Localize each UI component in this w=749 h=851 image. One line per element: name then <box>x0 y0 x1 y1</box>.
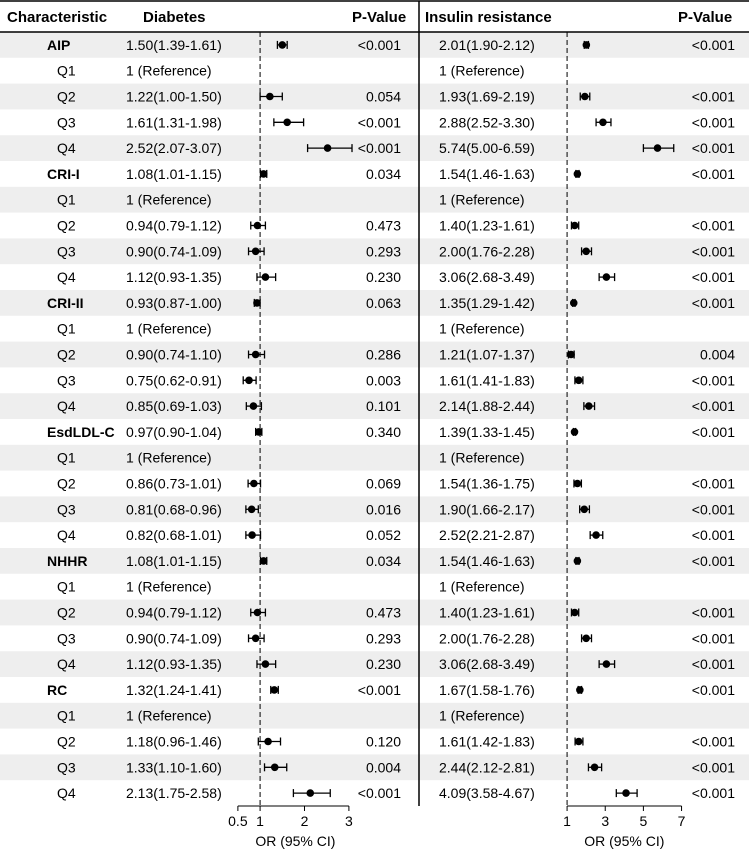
insulin-resistance-or-ci: 1.61(1.42-1.83) <box>439 733 535 750</box>
diabetes-p-value: 0.293 <box>365 243 401 260</box>
diabetes-p-value: 0.016 <box>365 501 401 518</box>
insulin-resistance-point-estimate <box>575 377 583 385</box>
diabetes-or-ci: 0.90(0.74-1.09) <box>126 243 222 260</box>
diabetes-p-value: 0.034 <box>365 165 401 182</box>
diabetes-point-estimate <box>283 119 291 127</box>
row-label-q4: Q4 <box>57 785 76 802</box>
diabetes-p-value: 0.004 <box>365 759 401 776</box>
row-label-q2: Q2 <box>57 604 76 621</box>
row-label-q1: Q1 <box>57 320 76 337</box>
insulin-resistance-tick-label: 5 <box>639 813 648 829</box>
diabetes-p-value: 0.034 <box>365 552 401 569</box>
insulin-resistance-point-estimate <box>571 222 579 230</box>
insulin-resistance-point-estimate <box>583 41 591 49</box>
header-characteristic: Characteristic <box>7 9 108 26</box>
diabetes-or-ci: 1.22(1.00-1.50) <box>126 88 222 105</box>
insulin-resistance-point-estimate <box>599 119 607 127</box>
diabetes-or-ci: 0.75(0.62-0.91) <box>126 372 222 389</box>
insulin-resistance-or-ci: 1.21(1.07-1.37) <box>439 346 535 363</box>
insulin-resistance-point-estimate <box>571 609 579 617</box>
diabetes-or-ci: 0.90(0.74-1.09) <box>126 630 222 647</box>
diabetes-p-value: 0.063 <box>365 294 401 311</box>
row-label-q2: Q2 <box>57 217 76 234</box>
diabetes-or-ci: 1 (Reference) <box>126 320 212 337</box>
diabetes-point-estimate <box>255 428 263 436</box>
row-label-cri-i: CRI-I <box>47 165 80 182</box>
row-label-q3: Q3 <box>57 630 76 647</box>
insulin-resistance-point-estimate <box>654 144 662 152</box>
insulin-resistance-or-ci: 2.88(2.52-3.30) <box>439 114 535 131</box>
row-label-q1: Q1 <box>57 62 76 79</box>
insulin-resistance-or-ci: 2.52(2.21-2.87) <box>439 527 535 544</box>
diabetes-p-value: 0.473 <box>365 217 401 234</box>
insulin-resistance-tick-label: 1 <box>563 813 571 829</box>
x-axes <box>228 806 686 849</box>
insulin-resistance-p-value: <0.001 <box>691 785 735 802</box>
row-label-nhhr: NHHR <box>47 552 88 569</box>
diabetes-tick-label: 2 <box>300 813 309 829</box>
diabetes-or-ci: 1 (Reference) <box>126 62 212 79</box>
insulin-resistance-axis-title: OR (95% CI) <box>584 833 665 849</box>
diabetes-point-estimate <box>260 170 268 178</box>
row-label-q4: Q4 <box>57 656 76 673</box>
insulin-resistance-point-estimate <box>574 480 582 488</box>
insulin-resistance-or-ci: 1.40(1.23-1.61) <box>439 604 535 621</box>
insulin-resistance-point-estimate <box>591 764 599 772</box>
insulin-resistance-or-ci: 1.93(1.69-2.19) <box>439 88 535 105</box>
insulin-resistance-point-estimate <box>603 660 611 668</box>
diabetes-point-estimate <box>266 93 274 101</box>
diabetes-or-ci: 1.12(0.93-1.35) <box>126 656 222 673</box>
insulin-resistance-point-estimate <box>580 506 588 514</box>
insulin-resistance-or-ci: 1.40(1.23-1.61) <box>439 217 535 234</box>
header-right-pvalue: P-Value <box>678 9 733 26</box>
header-insulin-resistance: Insulin resistance <box>425 9 552 26</box>
insulin-resistance-p-value: <0.001 <box>691 733 735 750</box>
diabetes-or-ci: 1 (Reference) <box>126 578 212 595</box>
column-headers <box>7 9 732 26</box>
diabetes-tick-label: 1 <box>256 813 264 829</box>
insulin-resistance-tick-label: 3 <box>601 813 610 829</box>
diabetes-point-estimate <box>306 789 314 797</box>
diabetes-p-value: <0.001 <box>357 114 401 131</box>
insulin-resistance-or-ci: 2.00(1.76-2.28) <box>439 630 535 647</box>
insulin-resistance-p-value: <0.001 <box>691 604 735 621</box>
insulin-resistance-p-value: <0.001 <box>691 630 735 647</box>
insulin-resistance-p-value: <0.001 <box>691 243 735 260</box>
diabetes-or-ci: 1.50(1.39-1.61) <box>126 36 222 53</box>
insulin-resistance-or-ci: 4.09(3.58-4.67) <box>439 785 535 802</box>
insulin-resistance-p-value: <0.001 <box>691 36 735 53</box>
diabetes-p-value: <0.001 <box>357 140 401 157</box>
row-label-esdldl-c: EsdLDL-C <box>47 423 115 440</box>
diabetes-or-ci: 1 (Reference) <box>126 191 212 208</box>
insulin-resistance-or-ci: 1 (Reference) <box>439 449 525 466</box>
insulin-resistance-or-ci: 5.74(5.00-6.59) <box>439 140 535 157</box>
diabetes-or-ci: 1.33(1.10-1.60) <box>126 759 222 776</box>
insulin-resistance-p-value: <0.001 <box>691 552 735 569</box>
insulin-resistance-p-value: <0.001 <box>691 527 735 544</box>
insulin-resistance-or-ci: 1 (Reference) <box>439 62 525 79</box>
row-label-q3: Q3 <box>57 372 76 389</box>
diabetes-or-ci: 2.13(1.75-2.58) <box>126 785 222 802</box>
insulin-resistance-point-estimate <box>575 738 583 746</box>
insulin-resistance-p-value: <0.001 <box>691 398 735 415</box>
insulin-resistance-p-value: 0.004 <box>699 346 735 363</box>
insulin-resistance-p-value: <0.001 <box>691 269 735 286</box>
row-label-aip: AIP <box>47 36 71 53</box>
diabetes-p-value: 0.120 <box>365 733 401 750</box>
row-label-q1: Q1 <box>57 449 76 466</box>
diabetes-point-estimate <box>248 506 256 514</box>
insulin-resistance-or-ci: 1.54(1.36-1.75) <box>439 475 535 492</box>
insulin-resistance-point-estimate <box>567 351 575 359</box>
insulin-resistance-or-ci: 2.14(1.88-2.44) <box>439 398 535 415</box>
diabetes-p-value: 0.003 <box>365 372 401 389</box>
row-label-q4: Q4 <box>57 398 76 415</box>
insulin-resistance-point-estimate <box>574 557 582 565</box>
row-label-q2: Q2 <box>57 88 76 105</box>
diabetes-or-ci: 1 (Reference) <box>126 707 212 724</box>
diabetes-point-estimate <box>250 480 258 488</box>
header-left-pvalue: P-Value <box>352 9 407 26</box>
diabetes-or-ci: 0.86(0.73-1.01) <box>126 475 222 492</box>
diabetes-or-ci: 1 (Reference) <box>126 449 212 466</box>
insulin-resistance-point-estimate <box>603 273 611 281</box>
diabetes-or-ci: 0.81(0.68-0.96) <box>126 501 222 518</box>
insulin-resistance-p-value: <0.001 <box>691 501 735 518</box>
diabetes-p-value: 0.473 <box>365 604 401 621</box>
insulin-resistance-or-ci: 1.54(1.46-1.63) <box>439 552 535 569</box>
insulin-resistance-point-estimate <box>592 531 600 539</box>
diabetes-or-ci: 1.08(1.01-1.15) <box>126 552 222 569</box>
diabetes-point-estimate <box>245 377 253 385</box>
row-label-q1: Q1 <box>57 578 76 595</box>
insulin-resistance-p-value: <0.001 <box>691 165 735 182</box>
row-label-q4: Q4 <box>57 527 76 544</box>
diabetes-point-estimate <box>270 686 278 694</box>
row-label-q3: Q3 <box>57 114 76 131</box>
diabetes-p-value: <0.001 <box>357 36 401 53</box>
insulin-resistance-or-ci: 1.61(1.41-1.83) <box>439 372 535 389</box>
diabetes-point-estimate <box>278 41 286 49</box>
diabetes-point-estimate <box>254 222 262 230</box>
insulin-resistance-p-value: <0.001 <box>691 294 735 311</box>
insulin-resistance-p-value: <0.001 <box>691 656 735 673</box>
row-label-q4: Q4 <box>57 269 76 286</box>
insulin-resistance-or-ci: 1.54(1.46-1.63) <box>439 165 535 182</box>
header-diabetes: Diabetes <box>143 9 206 26</box>
diabetes-or-ci: 0.94(0.79-1.12) <box>126 604 222 621</box>
insulin-resistance-or-ci: 3.06(2.68-3.49) <box>439 656 535 673</box>
diabetes-or-ci: 0.85(0.69-1.03) <box>126 398 222 415</box>
diabetes-or-ci: 1.08(1.01-1.15) <box>126 165 222 182</box>
diabetes-point-estimate <box>250 402 258 410</box>
insulin-resistance-p-value: <0.001 <box>691 217 735 234</box>
diabetes-point-estimate <box>252 635 260 643</box>
row-label-q1: Q1 <box>57 707 76 724</box>
diabetes-p-value: 0.052 <box>365 527 401 544</box>
row-band <box>0 703 749 729</box>
insulin-resistance-point-estimate <box>571 428 579 436</box>
diabetes-axis-title: OR (95% CI) <box>255 833 336 849</box>
diabetes-p-value: 0.230 <box>365 269 401 286</box>
insulin-resistance-p-value: <0.001 <box>691 372 735 389</box>
row-band <box>0 187 749 213</box>
diabetes-point-estimate <box>264 738 272 746</box>
insulin-resistance-p-value: <0.001 <box>691 114 735 131</box>
insulin-resistance-p-value: <0.001 <box>691 88 735 105</box>
row-label-q3: Q3 <box>57 759 76 776</box>
row-label-q2: Q2 <box>57 733 76 750</box>
diabetes-tick-label: 0.5 <box>228 813 248 829</box>
insulin-resistance-or-ci: 2.01(1.90-2.12) <box>439 36 535 53</box>
insulin-resistance-p-value: <0.001 <box>691 759 735 776</box>
diabetes-p-value: 0.230 <box>365 656 401 673</box>
insulin-resistance-point-estimate <box>585 402 593 410</box>
diabetes-point-estimate <box>248 531 256 539</box>
diabetes-p-value: 0.069 <box>365 475 401 492</box>
insulin-resistance-or-ci: 1 (Reference) <box>439 578 525 595</box>
row-label-rc: RC <box>47 681 68 698</box>
insulin-resistance-point-estimate <box>576 686 584 694</box>
diabetes-or-ci: 1.61(1.31-1.98) <box>126 114 222 131</box>
diabetes-point-estimate <box>253 299 261 307</box>
row-label-cri-ii: CRI-II <box>47 294 84 311</box>
insulin-resistance-or-ci: 1 (Reference) <box>439 191 525 208</box>
diabetes-or-ci: 0.90(0.74-1.10) <box>126 346 222 363</box>
insulin-resistance-or-ci: 1 (Reference) <box>439 320 525 337</box>
row-band <box>0 445 749 471</box>
diabetes-or-ci: 0.94(0.79-1.12) <box>126 217 222 234</box>
insulin-resistance-point-estimate <box>582 635 590 643</box>
diabetes-p-value: <0.001 <box>357 785 401 802</box>
insulin-resistance-point-estimate <box>570 299 578 307</box>
insulin-resistance-or-ci: 1.90(1.66-2.17) <box>439 501 535 518</box>
diabetes-point-estimate <box>262 273 270 281</box>
insulin-resistance-point-estimate <box>581 93 589 101</box>
row-label-q3: Q3 <box>57 501 76 518</box>
diabetes-point-estimate <box>262 660 270 668</box>
insulin-resistance-p-value: <0.001 <box>691 475 735 492</box>
insulin-resistance-p-value: <0.001 <box>691 423 735 440</box>
row-label-q2: Q2 <box>57 346 76 363</box>
diabetes-p-value: 0.340 <box>365 423 401 440</box>
insulin-resistance-or-ci: 1.39(1.33-1.45) <box>439 423 535 440</box>
insulin-resistance-or-ci: 1.67(1.58-1.76) <box>439 681 535 698</box>
insulin-resistance-or-ci: 1.35(1.29-1.42) <box>439 294 535 311</box>
insulin-resistance-or-ci: 2.44(2.12-2.81) <box>439 759 535 776</box>
diabetes-p-value: 0.286 <box>365 346 401 363</box>
row-label-q3: Q3 <box>57 243 76 260</box>
diabetes-tick-label: 3 <box>344 813 353 829</box>
diabetes-or-ci: 2.52(2.07-3.07) <box>126 140 222 157</box>
insulin-resistance-point-estimate <box>582 248 590 256</box>
diabetes-or-ci: 0.82(0.68-1.01) <box>126 527 222 544</box>
insulin-resistance-p-value: <0.001 <box>691 140 735 157</box>
diabetes-p-value: 0.054 <box>365 88 401 105</box>
diabetes-p-value: 0.293 <box>365 630 401 647</box>
diabetes-point-estimate <box>324 144 332 152</box>
diabetes-or-ci: 0.97(0.90-1.04) <box>126 423 222 440</box>
insulin-resistance-or-ci: 2.00(1.76-2.28) <box>439 243 535 260</box>
insulin-resistance-p-value: <0.001 <box>691 681 735 698</box>
diabetes-p-value: <0.001 <box>357 681 401 698</box>
diabetes-point-estimate <box>252 248 260 256</box>
insulin-resistance-or-ci: 3.06(2.68-3.49) <box>439 269 535 286</box>
diabetes-or-ci: 1.18(0.96-1.46) <box>126 733 222 750</box>
diabetes-or-ci: 0.93(0.87-1.00) <box>126 294 222 311</box>
diabetes-p-value: 0.101 <box>365 398 401 415</box>
row-label-q4: Q4 <box>57 140 76 157</box>
row-label-q1: Q1 <box>57 191 76 208</box>
insulin-resistance-point-estimate <box>622 789 630 797</box>
insulin-resistance-point-estimate <box>574 170 582 178</box>
diabetes-point-estimate <box>252 351 260 359</box>
insulin-resistance-tick-label: 7 <box>677 813 686 829</box>
diabetes-or-ci: 1.12(0.93-1.35) <box>126 269 222 286</box>
insulin-resistance-or-ci: 1 (Reference) <box>439 707 525 724</box>
diabetes-point-estimate <box>260 557 268 565</box>
diabetes-point-estimate <box>271 764 279 772</box>
row-label-q2: Q2 <box>57 475 76 492</box>
diabetes-point-estimate <box>254 609 262 617</box>
diabetes-or-ci: 1.32(1.24-1.41) <box>126 681 222 698</box>
